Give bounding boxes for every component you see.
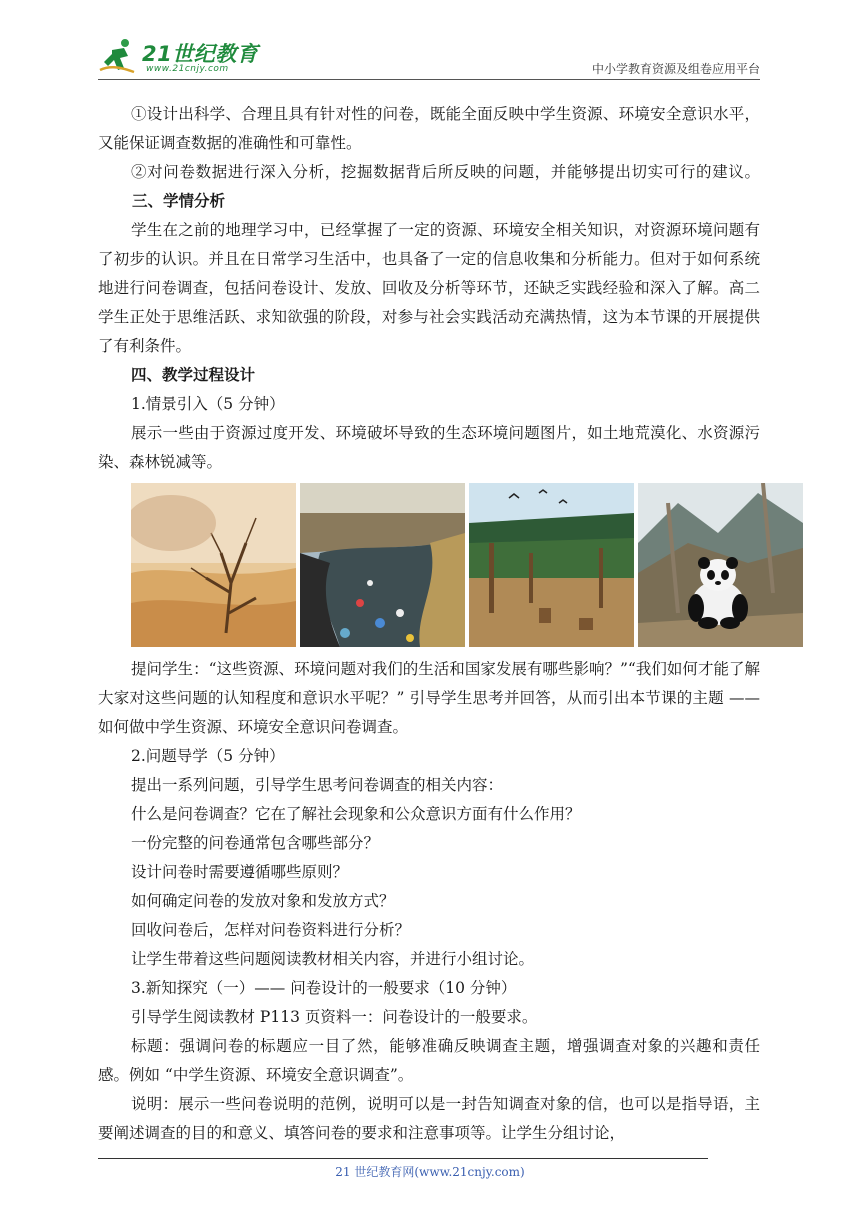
- paragraph-goal-1: ①设计出科学、合理且具有针对性的问卷，既能全面反映中学生资源、环境安全意识水平，又能保证调查数据的准确性和可靠性。: [98, 105, 760, 152]
- footer-divider: [98, 1158, 708, 1159]
- paragraph-instruction-requirement: 说明：展示一些问卷说明的范例，说明可以是一封告知调查对象的信，也可以是指导语，主要阐述调查的目的和意义、填答问卷的要求和注意事项等。让学生分组讨论，: [98, 1095, 760, 1142]
- question-5: 回收问卷后，怎样对问卷资料进行分析？: [131, 921, 411, 939]
- section-heading-learner-analysis: 三、学情分析: [132, 192, 226, 210]
- question-4: 如何确定问卷的发放对象和发放方式？: [131, 892, 395, 910]
- desertification-image: [131, 483, 296, 647]
- question-3: 设计问卷时需要遵循哪些原则？: [131, 863, 349, 881]
- platform-name: 中小学教育资源及组卷应用平台: [591, 62, 760, 76]
- deforestation-image: [469, 483, 634, 647]
- paragraph-reading-guide: 引导学生阅读教材 P113 页资料一：问卷设计的一般要求。: [131, 1008, 538, 1026]
- logo-text: 21世纪教育: [142, 42, 259, 66]
- question-intro: 提出一系列问题，引导学生思考问卷调查的相关内容：: [131, 776, 504, 794]
- panda-habitat-image: [638, 483, 803, 647]
- question-1: 什么是问卷调查？它在了解社会现象和公众意识方面有什么作用？: [131, 805, 581, 823]
- header-divider: [98, 79, 760, 80]
- page-header: [98, 34, 760, 80]
- paragraph-question-prompt: 提问学生：“这些资源、环境问题对我们的生活和国家发展有哪些影响？”“我们如何才能了解大家对这些问题的认知程度和意识水平呢？” 引导学生思考并回答，从而引出本节课的主题 —— 如何做中学生资源、环境安全意识问卷调查。: [98, 660, 760, 736]
- environment-images: [131, 483, 805, 647]
- goal-2-text: ②对问卷数据进行深入分析，挖掘数据背后所反映的问题，并能够提出切实可行的建议。: [131, 163, 760, 181]
- section-heading-process: [98, 361, 760, 390]
- paragraph-goal-2: [98, 158, 760, 216]
- paragraph-learner-analysis: 学生在之前的地理学习中，已经掌握了一定的资源、环境安全相关知识，对资源环境问题有了初步的认识。并且在日常学习生活中，也具备了一定的信息收集和分析能力。但对于如何系统地进行问卷调查，包括问卷设计、发放、回收及分析等环节，还缺乏实践经验和深入了解。高二学生正处于思维活跃、求知欲强的阶段，对参与社会实践活动充满热情，这为本节课的开展提供了有利条件。: [98, 221, 760, 355]
- logo-url: www.21cnjy.com: [146, 64, 229, 74]
- paragraph-title-requirement: 标题：强调问卷的标题应一目了然，能够准确反映调查主题，增强调查对象的兴趣和责任感。例如 “中学生资源、环境安全意识调查”。: [98, 1037, 760, 1084]
- logo[interactable]: [98, 34, 268, 80]
- question-2: 一份完整的问卷通常包含哪些部分？: [131, 834, 380, 852]
- paragraph-intro: 展示一些由于资源过度开发、环境破坏导致的生态环境问题图片，如土地荒漠化、水资源污染、森林锐减等。: [98, 424, 760, 471]
- water-pollution-image: [300, 483, 465, 647]
- document-body: [98, 100, 760, 1148]
- process-heading: 四、教学过程设计: [131, 366, 256, 384]
- question-6: 让学生带着这些问题阅读教材相关内容，并进行小组讨论。: [131, 950, 535, 968]
- runner-logo-icon: [98, 36, 138, 76]
- step-1-heading: 1.情景引入（5 分钟）: [131, 395, 285, 413]
- step-3-heading: 3.新知探究（一）—— 问卷设计的一般要求（10 分钟）: [131, 979, 517, 997]
- step-2-heading: 2.问题导学（5 分钟）: [131, 747, 285, 765]
- footer-link[interactable]: 21 世纪教育网(www.21cnjy.com): [335, 1165, 525, 1179]
